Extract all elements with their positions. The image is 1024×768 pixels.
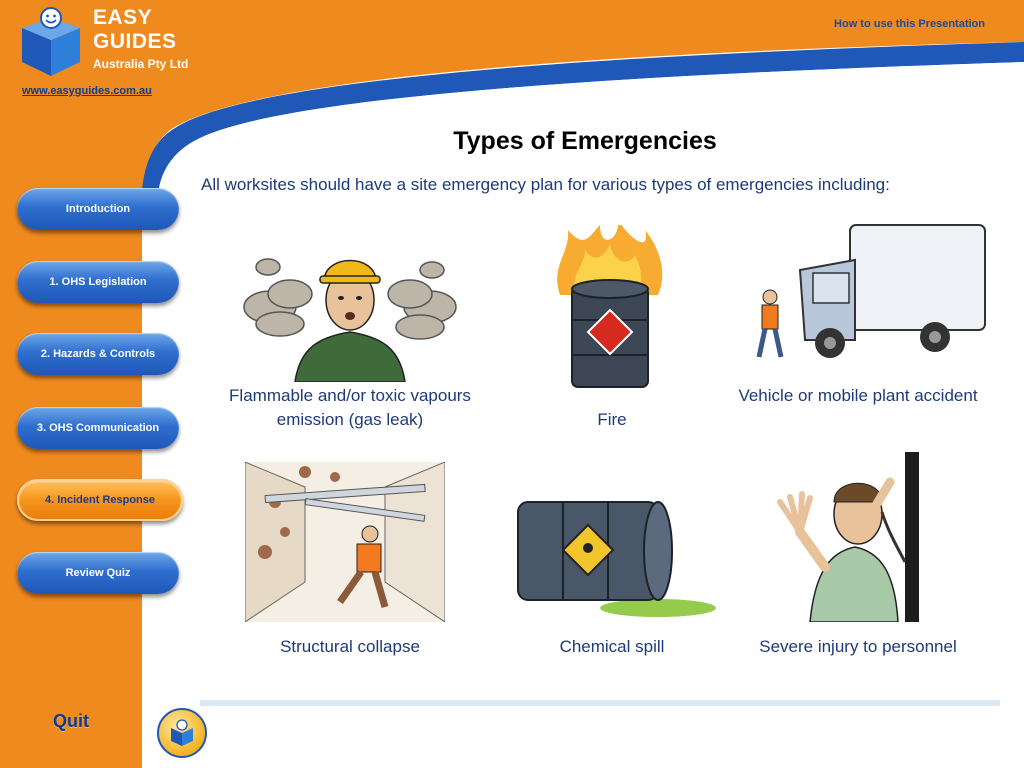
card-caption-vehicle-accident: Vehicle or mobile plant accident [738,386,978,405]
card-caption-chemical-spill: Chemical spill [559,637,665,656]
how-to-use-link[interactable]: How to use this Presentation [834,18,985,30]
card-caption-gas-leak: Flammable and/or toxic vapours emission (gas leak) [229,386,471,429]
nav-introduction-button[interactable]: Introduction [17,188,179,230]
card-caption-severe-injury: Severe injury to personnel [759,637,957,656]
brand-line2: GUIDES [93,30,177,53]
brand-line3: Australia Pty Ltd [93,57,189,71]
home-logo-icon [159,710,205,756]
book-mascot-logo [18,6,84,78]
intro-text: All worksites should have a site emergency plan for various types of emergencies including: [201,175,890,194]
fire-barrel-illustration [540,225,680,390]
chemical-spill-illustration [508,490,718,620]
truck-accident-illustration [745,215,990,375]
brand-line1: EASY [93,6,153,29]
nav-review-quiz-button[interactable]: Review Quiz [17,552,179,594]
nav-ohs-legislation-button[interactable]: 1. OHS Legislation [17,261,179,303]
nav-ohs-communication-button[interactable]: 3. OHS Communication [17,407,179,449]
nav-hazards-controls-button[interactable]: 2. Hazards & Controls [17,333,179,375]
severe-injury-illustration [770,452,925,622]
quit-button[interactable]: Quit [53,711,89,731]
page-title: Types of Emergencies [453,127,717,155]
nav-incident-response-button[interactable]: 4. Incident Response [17,479,183,521]
brand-name [93,6,188,72]
card-caption-structural-collapse: Structural collapse [280,637,420,656]
home-button[interactable] [157,708,207,758]
website-link[interactable]: www.easyguides.com.au [22,85,152,97]
structural-collapse-illustration [245,462,445,622]
card-caption-fire: Fire [597,410,627,429]
gas-leak-illustration [240,232,460,382]
